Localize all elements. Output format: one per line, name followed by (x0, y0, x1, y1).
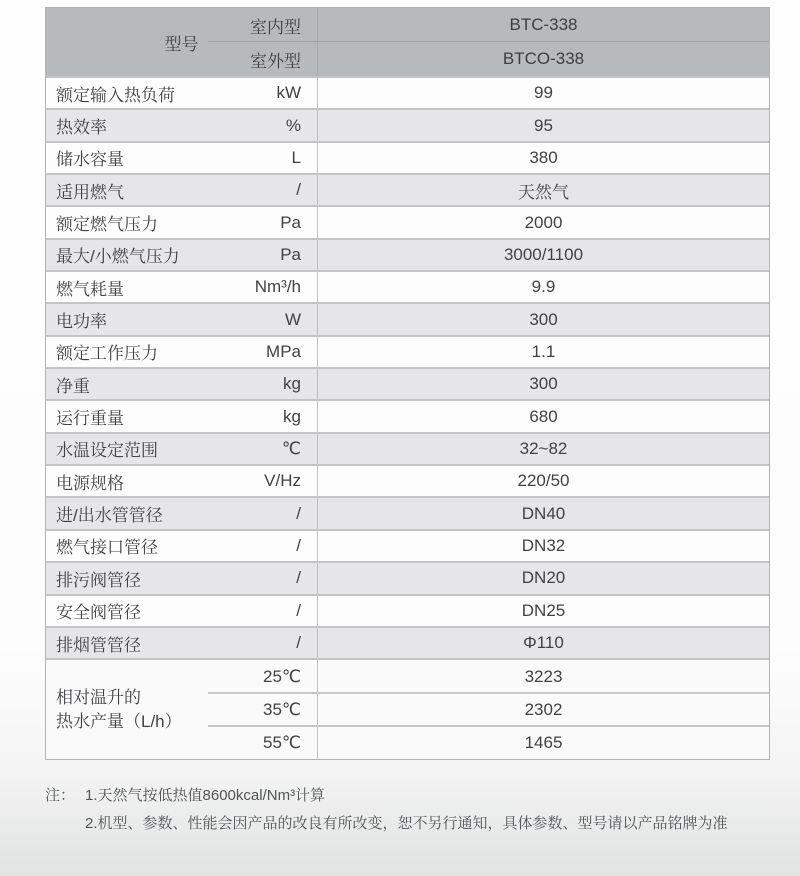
spec-value: Φ110 (317, 628, 769, 658)
spec-unit: kg (283, 406, 301, 426)
spec-unit: / (296, 568, 301, 588)
spec-value: 天然气 (317, 175, 769, 205)
hot-water-row (46, 693, 769, 726)
spec-label: 排烟管管径 (56, 635, 141, 655)
spec-label: 适用燃气 (56, 182, 124, 202)
spec-unit: % (285, 115, 301, 135)
spec-value: 300 (317, 304, 769, 334)
spec-unit: ℃ (281, 438, 301, 458)
temp-rise-label: 25℃ (262, 666, 301, 686)
spec-label: 热效率 (56, 118, 107, 138)
spec-value: 220/50 (317, 466, 769, 496)
spec-unit: / (296, 535, 301, 555)
spec-label: 进/出水管管径 (56, 506, 163, 526)
table-header (46, 8, 769, 76)
table-row (46, 464, 769, 496)
model-type-label: 室外型 (250, 51, 301, 71)
spec-value: DN40 (317, 498, 769, 528)
hot-water-row (46, 660, 769, 693)
spec-label: 储水容量 (56, 150, 124, 170)
hot-water-label-line2: 热水产量（L/h） (56, 711, 182, 731)
spec-label: 燃气接口管径 (56, 538, 158, 558)
spec-label: 电功率 (56, 312, 107, 332)
hot-water-output-block (46, 658, 769, 759)
spec-unit: / (296, 180, 301, 200)
spec-unit: Pa (280, 244, 301, 264)
spec-label: 排污阀管径 (56, 570, 141, 590)
spec-label: 额定工作压力 (56, 344, 158, 364)
spec-label: 水温设定范围 (56, 441, 158, 461)
spec-label: 额定输入热负荷 (56, 85, 175, 105)
spec-label: 燃气耗量 (56, 279, 124, 299)
table-row (46, 561, 769, 593)
spec-unit: L (291, 147, 301, 167)
spec-label: 安全阀管径 (56, 603, 141, 623)
temp-rise-label: 55℃ (262, 732, 301, 752)
table-body (46, 76, 769, 658)
table-row (46, 496, 769, 528)
table-row (46, 594, 769, 626)
model-number: BTCO-338 (317, 42, 769, 76)
spec-value: 99 (317, 78, 769, 108)
hot-water-row (46, 726, 769, 759)
table-row (46, 108, 769, 140)
spec-value: DN20 (317, 563, 769, 593)
note-line-2: 2.机型、参数、性能会因产品的改良有所改变，恕不另行通知，具体参数、型号请以产品铭牌为准 (85, 815, 728, 832)
spec-label: 净重 (56, 376, 90, 396)
spec-value: 9.9 (317, 272, 769, 302)
spec-unit: Nm³/h (254, 277, 301, 297)
spec-value: DN25 (317, 596, 769, 626)
spec-value: 1.1 (317, 337, 769, 367)
table-row (46, 270, 769, 302)
hot-water-value: 1465 (317, 726, 769, 759)
table-row (46, 205, 769, 237)
spec-label: 额定燃气压力 (56, 215, 158, 235)
spec-value: 95 (317, 110, 769, 140)
spec-label: 最大/小燃气压力 (56, 247, 180, 267)
table-row (46, 367, 769, 399)
model-label: 型号 (164, 34, 199, 54)
table-row (46, 432, 769, 464)
table-row (46, 529, 769, 561)
hot-water-value: 3223 (317, 660, 769, 693)
note-line-1: 1.天然气按低热值8600kcal/Nm³计算 (85, 787, 326, 804)
spec-unit: W (284, 309, 301, 329)
table-row (46, 238, 769, 270)
table-row (46, 302, 769, 334)
model-type-label: 室内型 (250, 17, 301, 37)
spec-unit: Pa (280, 212, 301, 232)
footnotes (45, 782, 728, 838)
spec-unit: / (296, 600, 301, 620)
note-prefix: 注： (45, 787, 76, 804)
spec-value: 380 (317, 143, 769, 173)
table-row (46, 173, 769, 205)
spec-unit: / (296, 633, 301, 653)
spec-value: 3000/1100 (317, 240, 769, 270)
spec-value: 300 (317, 369, 769, 399)
spec-value: 32~82 (317, 434, 769, 464)
spec-unit: / (296, 503, 301, 523)
header-row-outdoor (46, 42, 769, 76)
spec-unit: kW (276, 83, 301, 103)
table-row (46, 335, 769, 367)
hot-water-value: 2302 (317, 693, 769, 726)
spec-unit: V/Hz (264, 471, 301, 491)
spec-label: 电源规格 (56, 473, 124, 493)
model-number: BTC-338 (317, 8, 769, 42)
table-row (46, 141, 769, 173)
header-row-indoor (46, 8, 769, 42)
spec-unit: kg (283, 374, 301, 394)
spec-value: DN32 (317, 531, 769, 561)
table-row (46, 399, 769, 431)
hot-water-label-line1: 相对温升的 (56, 687, 141, 707)
spec-value: 2000 (317, 207, 769, 237)
spec-table (45, 7, 770, 760)
temp-rise-label: 35℃ (262, 699, 301, 719)
spec-value: 680 (317, 401, 769, 431)
spec-unit: MPa (266, 341, 301, 361)
table-row (46, 76, 769, 108)
table-row (46, 626, 769, 658)
spec-label: 运行重量 (56, 409, 124, 429)
